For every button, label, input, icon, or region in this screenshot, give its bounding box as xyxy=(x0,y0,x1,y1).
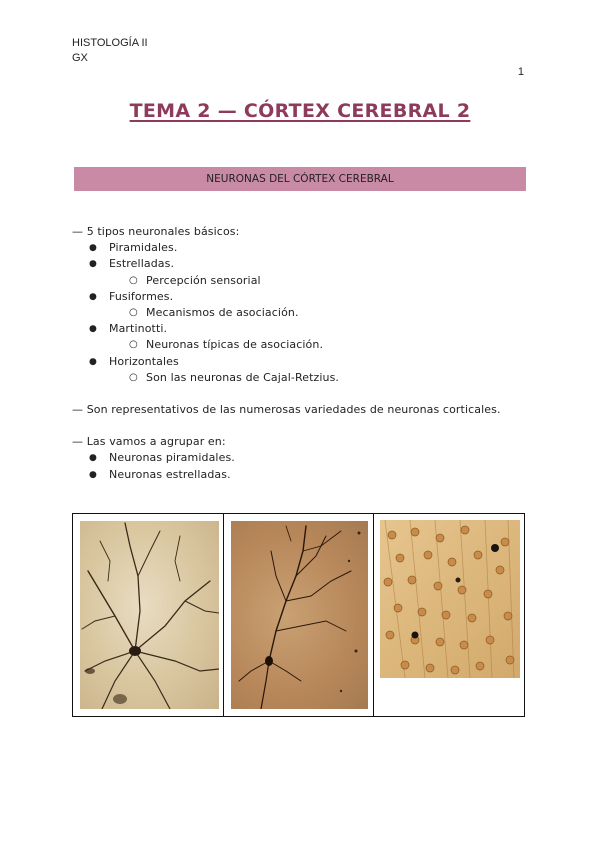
stellate-neuron-image xyxy=(80,521,219,709)
list-item: ● Neuronas piramidales. xyxy=(72,450,542,466)
sub-list-item: ○ Neuronas típicas de asociación. xyxy=(72,337,542,353)
sub-list-item: ○ Son las neuronas de Cajal-Retzius. xyxy=(72,370,542,386)
page-number: 1 xyxy=(517,66,524,78)
list-item: ● Neuronas estrelladas. xyxy=(72,467,542,483)
figure-table xyxy=(72,513,525,717)
page-title: TEMA 2 — CÓRTEX CEREBRAL 2 xyxy=(129,100,471,122)
cortex-tissue-image xyxy=(380,520,520,678)
author-initials: GX xyxy=(72,52,88,64)
paragraph: — Son representativos de las numerosas variedades de neuronas corticales. xyxy=(72,403,501,417)
document-header xyxy=(72,36,148,66)
sub-list-item: ○ Percepción sensorial xyxy=(72,273,542,289)
course-name: HISTOLOGÍA II xyxy=(72,37,148,49)
paragraph: — Las vamos a agrupar en: xyxy=(72,435,226,449)
section-banner: NEURONAS DEL CÓRTEX CEREBRAL xyxy=(74,167,526,191)
figure-cell xyxy=(374,514,524,716)
list-item: ● Martinotti. xyxy=(72,321,542,337)
list-item: ● Fusiformes. xyxy=(72,289,542,305)
sub-list-item: ○ Mecanismos de asociación. xyxy=(72,305,542,321)
intro-line: — 5 tipos neuronales básicos: xyxy=(72,225,240,238)
list-item: ● Horizontales xyxy=(72,354,542,370)
document-body xyxy=(72,224,542,483)
list-item: ● Estrelladas. xyxy=(72,256,542,272)
list-item: ● Piramidales. xyxy=(72,240,542,256)
figure-cell xyxy=(224,514,375,716)
pyramidal-neuron-image xyxy=(231,521,368,709)
figure-cell xyxy=(73,514,224,716)
